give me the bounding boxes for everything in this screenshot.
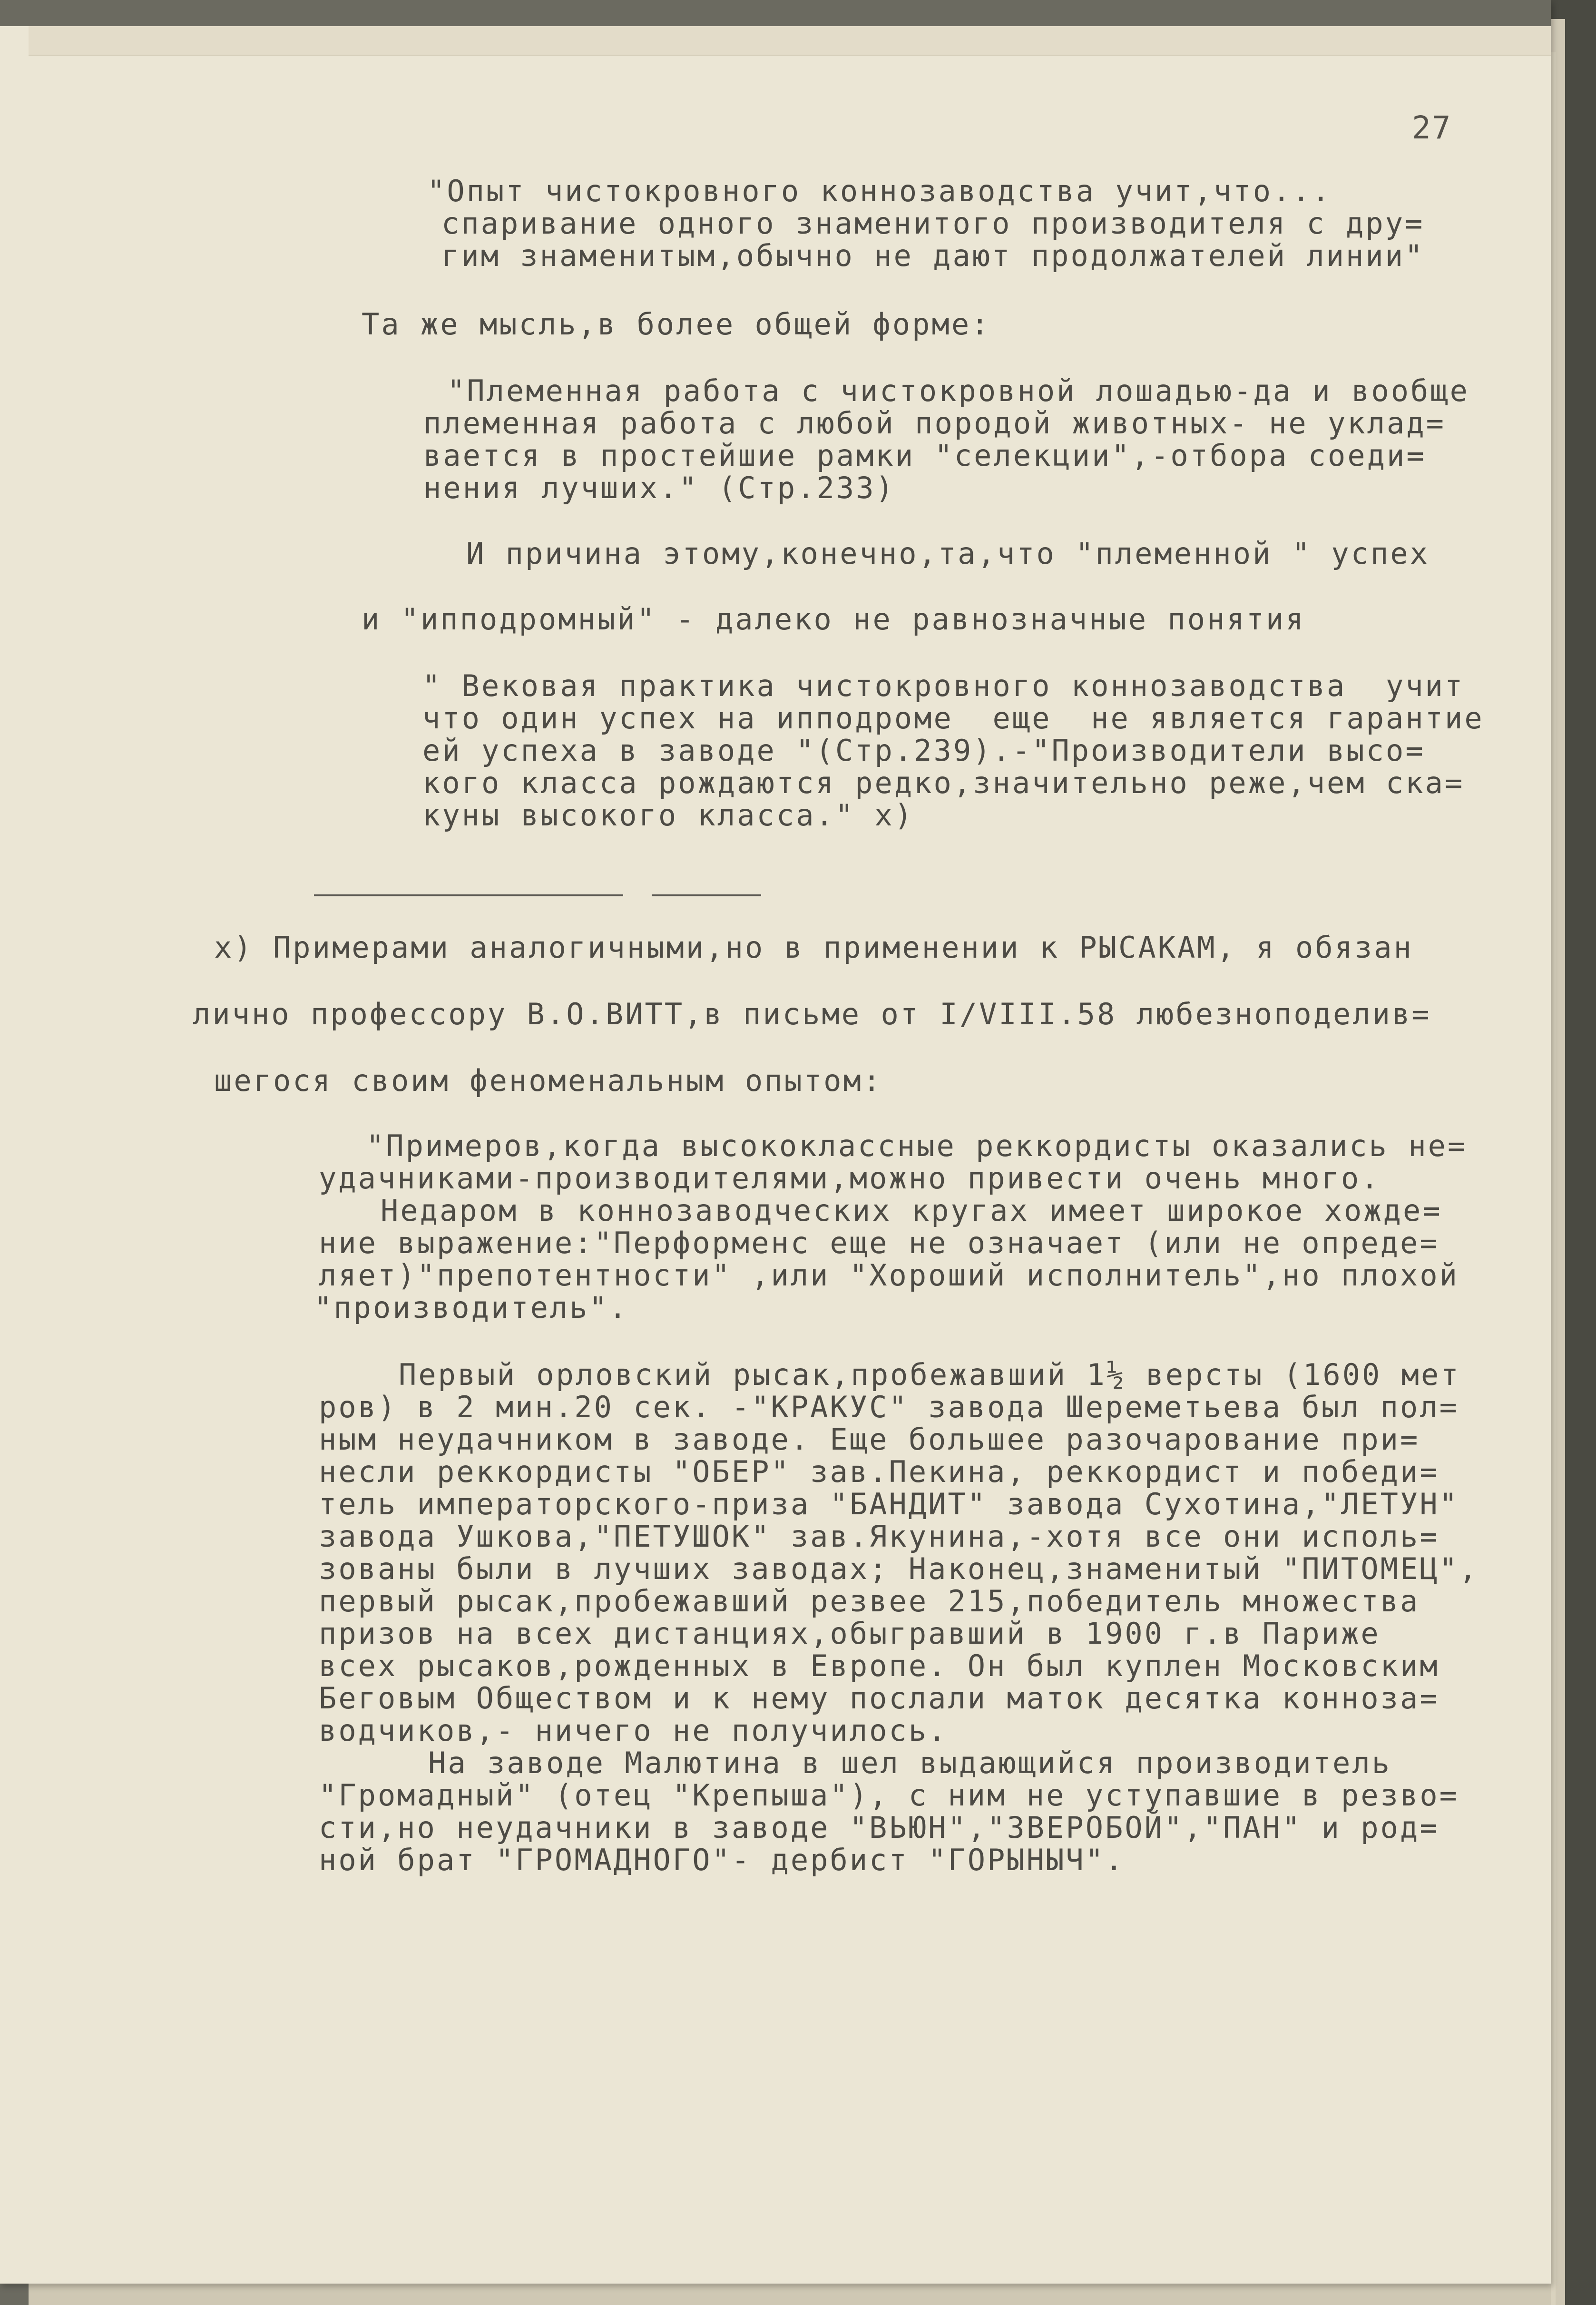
page-number: 27 — [1412, 109, 1452, 146]
quote-line: Недаром в коннозаводческих кругах имеет широкое хожде= — [381, 1193, 1442, 1228]
page-top-fold — [29, 26, 1551, 56]
scan-top-shadow — [0, 0, 1551, 26]
quote-line: удачниками-производителями,можно привести очень много. — [319, 1161, 1381, 1196]
quote-line: ние выражение:"Перформенс еще не означает (или не опреде= — [319, 1226, 1439, 1260]
quote-line: На заводе Малютина в шел выдающийся производитель — [428, 1746, 1392, 1780]
text-line: и "ипподромный" - далеко не равнозначные понятия — [362, 602, 1305, 637]
quote-line: тель императорского-приза "БАНДИТ" завода Сухотина,"ЛЕТУН" — [319, 1487, 1459, 1521]
quote-line: ляет)"препотентности" ,или "Хороший исполнитель",но плохой — [319, 1258, 1459, 1293]
quote-line: завода Ушкова,"ПЕТУШОК" зав.Якунина,-хотя все они исполь= — [319, 1519, 1439, 1554]
quote-line: Первый орловский рысак,пробежавший 1½ версты (1600 мет — [399, 1357, 1460, 1392]
quote-line: ной брат "ГРОМАДНОГО"- дербист "ГОРЫНЫЧ". — [319, 1843, 1125, 1877]
quote-line: что один успех на ипподроме еще не является гарантие — [422, 701, 1484, 736]
quote-line: ей успеха в заводе "(Стр.239).-"Производители высо= — [422, 733, 1425, 768]
quote-line: сти,но неудачники в заводе "ВЬЮН","ЗВЕРОБОЙ","ПАН" и род= — [319, 1810, 1439, 1845]
text-line: Та же мысль,в более общей форме: — [362, 307, 991, 342]
text-line: И причина этому,конечно,та,что "племенной " успех — [466, 536, 1430, 571]
quote-line: "Примеров,когда высококлассные реккордисты оказались не= — [366, 1128, 1468, 1163]
quote-line: всех рысаков,рожденных в Европе. Он был куплен Московским — [319, 1648, 1439, 1683]
footnote-line: шегося своим феноменальным опытом: — [214, 1063, 883, 1098]
footnote-rule — [652, 894, 761, 896]
quote-line: "Опыт чистокровного коннозаводства учит,что... — [427, 174, 1332, 208]
footnote-line: лично профессору В.О.ВИТТ,в письме от I/VIII.58 любезноподелив= — [193, 997, 1431, 1031]
quote-line: призов на всех дистанциях,обыгравший в 1900 г.в Париже — [319, 1616, 1381, 1651]
quote-line: несли реккордисты "ОБЕР" зав.Пекина, реккордист и победи= — [319, 1454, 1439, 1489]
quote-line: водчиков,- ничего не получилось. — [319, 1713, 948, 1748]
quote-line: куны высокого класса." х) — [422, 798, 914, 833]
quote-line: "Племенная работа с чистокровной лошадью-да и вообще — [447, 373, 1470, 408]
quote-line: "Громадный" (отец "Крепыша"), с ним не уступавшие в резво= — [319, 1778, 1459, 1813]
quote-line: племенная работа с любой породой животных- не уклад= — [423, 406, 1446, 441]
footnote-line: х) Примерами аналогичными,но в применении к РЫСАКАМ, я обязан — [214, 930, 1413, 965]
quote-line: нения лучших." (Стр.233) — [423, 471, 895, 505]
quote-line: гим знаменитым,обычно не дают продолжателей линии" — [441, 238, 1425, 273]
footnote-rule — [314, 894, 623, 896]
quote-line: "производитель". — [314, 1290, 629, 1325]
quote-line: первый рысак,пробежавший резвее 215,победитель множества — [319, 1584, 1420, 1618]
quote-line: Беговым Обществом и к нему послали маток десятка конноза= — [319, 1681, 1439, 1716]
quote-line: вается в простейшие рамки "селекции",-отбора соеди= — [423, 438, 1426, 473]
quote-line: кого класса рождаются редко,значительно реже,чем ска= — [422, 765, 1465, 800]
quote-line: " Вековая практика чистокровного коннозаводства учит — [422, 668, 1465, 703]
quote-line: ров) в 2 мин.20 сек. -"КРАКУС" завода Шереметьева был пол= — [319, 1390, 1459, 1424]
quote-line: ным неудачником в заводе. Еще большее разочарование при= — [319, 1422, 1420, 1457]
quote-line: зованы были в лучших заводах; Наконец,знаменитый "ПИТОМЕЦ", — [319, 1551, 1479, 1586]
quote-line: спаривание одного знаменитого производителя с дру= — [441, 206, 1425, 241]
